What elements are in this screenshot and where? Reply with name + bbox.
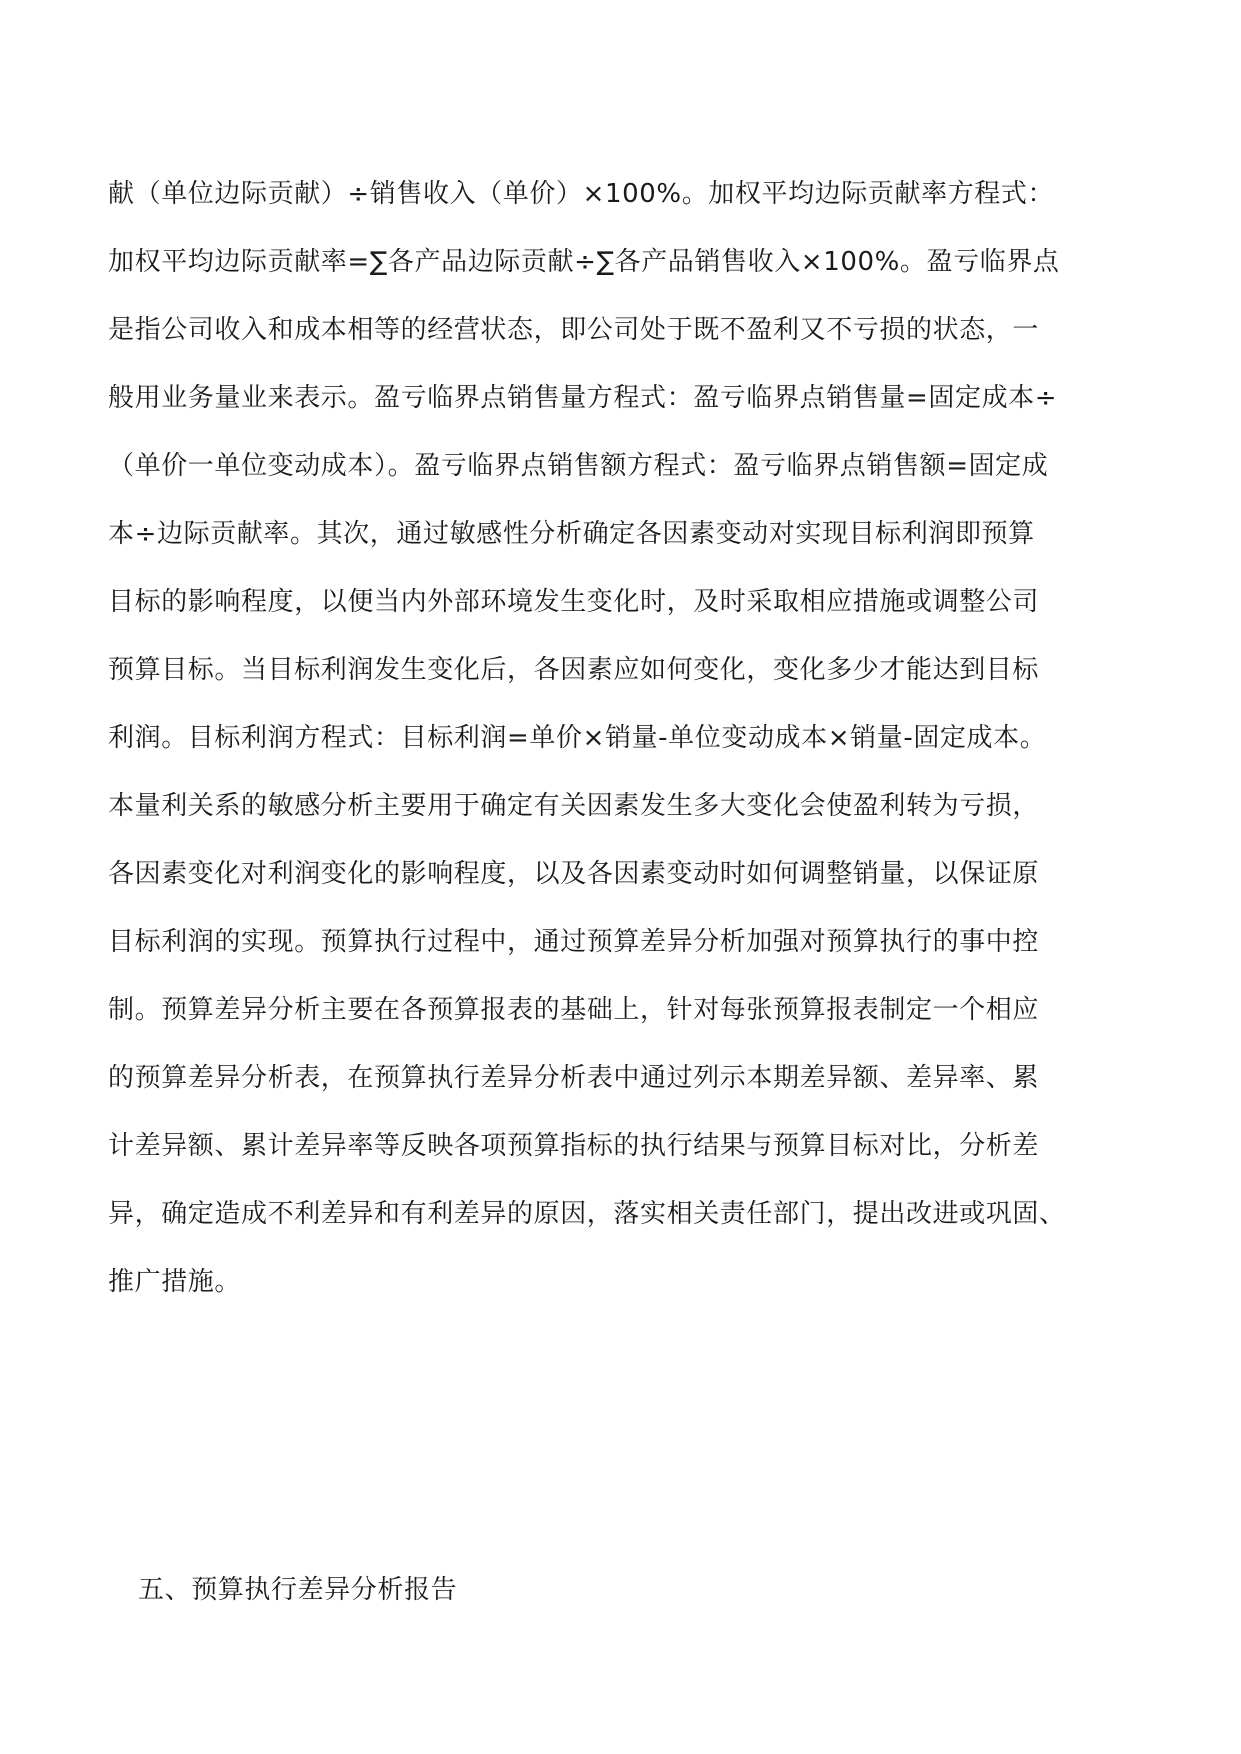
paragraph-line: 是指公司收入和成本相等的经营状态，即公司处于既不盈利又不亏损的状态，一 xyxy=(108,315,1040,345)
paragraph-line: 的预算差异分析表，在预算执行差异分析表中通过列示本期差异额、差异率、累 xyxy=(108,1063,1040,1093)
paragraph-line: 加权平均边际贡献率=∑各产品边际贡献÷∑各产品销售收入×100%。盈亏临界点 xyxy=(108,247,1060,277)
section-heading: 五、预算执行差异分析报告 xyxy=(138,1575,458,1605)
paragraph-line: 利润。目标利润方程式：目标利润=单价×销量-单位变动成本×销量-固定成本。 xyxy=(108,723,1047,753)
paragraph-line: 本÷边际贡献率。其次，通过敏感性分析确定各因素变动对实现目标利润即预算 xyxy=(108,519,1035,549)
paragraph-line: 制。预算差异分析主要在各预算报表的基础上，针对每张预算报表制定一个相应 xyxy=(108,995,1040,1025)
paragraph-line: （单价一单位变动成本）。盈亏临界点销售额方程式：盈亏临界点销售额=固定成 xyxy=(108,451,1049,481)
paragraph-line: 推广措施。 xyxy=(108,1267,242,1297)
paragraph-line: 献（单位边际贡献）÷销售收入（单价）×100%。加权平均边际贡献率方程式： xyxy=(108,179,1055,209)
paragraph-line: 计差异额、累计差异率等反映各项预算指标的执行结果与预算目标对比，分析差 xyxy=(108,1131,1040,1161)
paragraph-line: 预算目标。当目标利润发生变化后，各因素应如何变化，变化多少才能达到目标 xyxy=(108,655,1040,685)
paragraph-line: 本量利关系的敏感分析主要用于确定有关因素发生多大变化会使盈利转为亏损， xyxy=(108,791,1040,821)
paragraph-line: 目标利润的实现。预算执行过程中，通过预算差异分析加强对预算执行的事中控 xyxy=(108,927,1040,957)
paragraph-line: 各因素变化对利润变化的影响程度，以及各因素变动时如何调整销量，以保证原 xyxy=(108,859,1040,889)
body-paragraph xyxy=(108,160,1140,1316)
paragraph-line: 目标的影响程度，以便当内外部环境发生变化时，及时采取相应措施或调整公司 xyxy=(108,587,1040,617)
paragraph-line: 异，确定造成不利差异和有利差异的原因，落实相关责任部门，提出改进或巩固、 xyxy=(108,1199,1066,1229)
paragraph-line: 般用业务量业来表示。盈亏临界点销售量方程式：盈亏临界点销售量=固定成本÷ xyxy=(108,383,1058,413)
